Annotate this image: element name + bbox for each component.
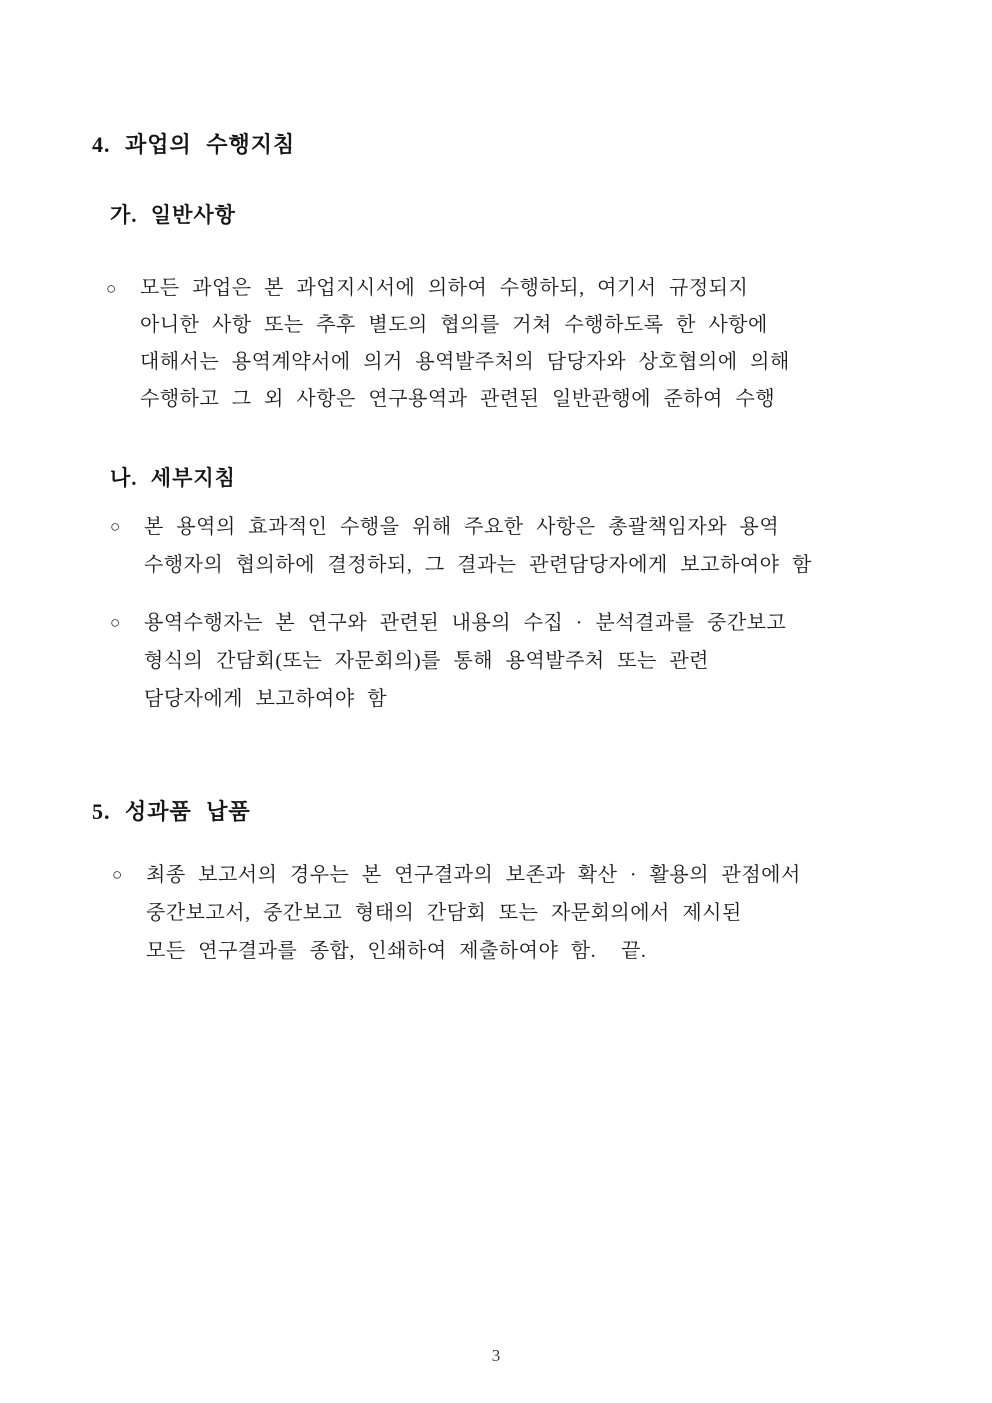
subsection-ga-heading: 가. 일반사항 [110,203,236,227]
bullet-general-provisions [106,270,936,418]
text-line: 수행자의 협의하에 결정하되, 그 결과는 관련담당자에게 보고하여야 함 [144,554,812,576]
text-line: 중간보고서, 중간보고 형태의 간담회 또는 자문회의에서 제시된 [146,902,742,924]
text-line: 형식의 간담회(또는 자문회의)를 통해 용역발주처 또는 관련 [144,650,709,672]
text-line: 수행하고 그 외 사항은 연구용역과 관련된 일반관행에 준하여 수행 [140,388,776,410]
text-line: 본 용역의 효과적인 수행을 위해 주요한 사항은 총괄책임자와 용역 [144,516,780,538]
text-line: 모든 과업은 본 과업지시서에 의하여 수행하되, 여기서 규정되지 [140,277,749,299]
section-5-heading: 5. 성과품 납품 [92,799,251,824]
bullet-interim-reporting [110,604,940,718]
section-4-heading: 4. 과업의 수행지침 [92,132,296,157]
circle-bullet-marker: ○ [112,865,123,884]
text-line: 담당자에게 보고하여야 함 [144,688,388,710]
bullet-text-block [144,508,940,584]
bullet-text-block [144,604,940,718]
text-line: 모든 연구결과를 종합, 인쇄하여 제출하여야 함. 끝. [146,940,647,962]
bullet-final-report [112,856,942,970]
text-line: 아니한 사항 또는 추후 별도의 협의를 거쳐 수행하도록 한 사항에 [140,314,768,336]
circle-bullet-marker: ○ [106,279,117,298]
text-line: 용역수행자는 본 연구와 관련된 내용의 수집 · 분석결과를 중간보고 [144,612,787,634]
bullet-text-block [146,856,942,970]
subsection-na-heading: 나. 세부지침 [110,466,236,490]
text-line: 대해서는 용역계약서에 의거 용역발주처의 담당자와 상호협의에 의해 [140,351,790,373]
bullet-effective-execution [110,508,940,584]
bullet-text-block [140,270,936,418]
circle-bullet-marker: ○ [110,613,121,632]
text-line: 최종 보고서의 경우는 본 연구결과의 보존과 확산 · 활용의 관점에서 [146,864,801,886]
circle-bullet-marker: ○ [110,517,121,536]
page-number: 3 [491,1346,501,1365]
